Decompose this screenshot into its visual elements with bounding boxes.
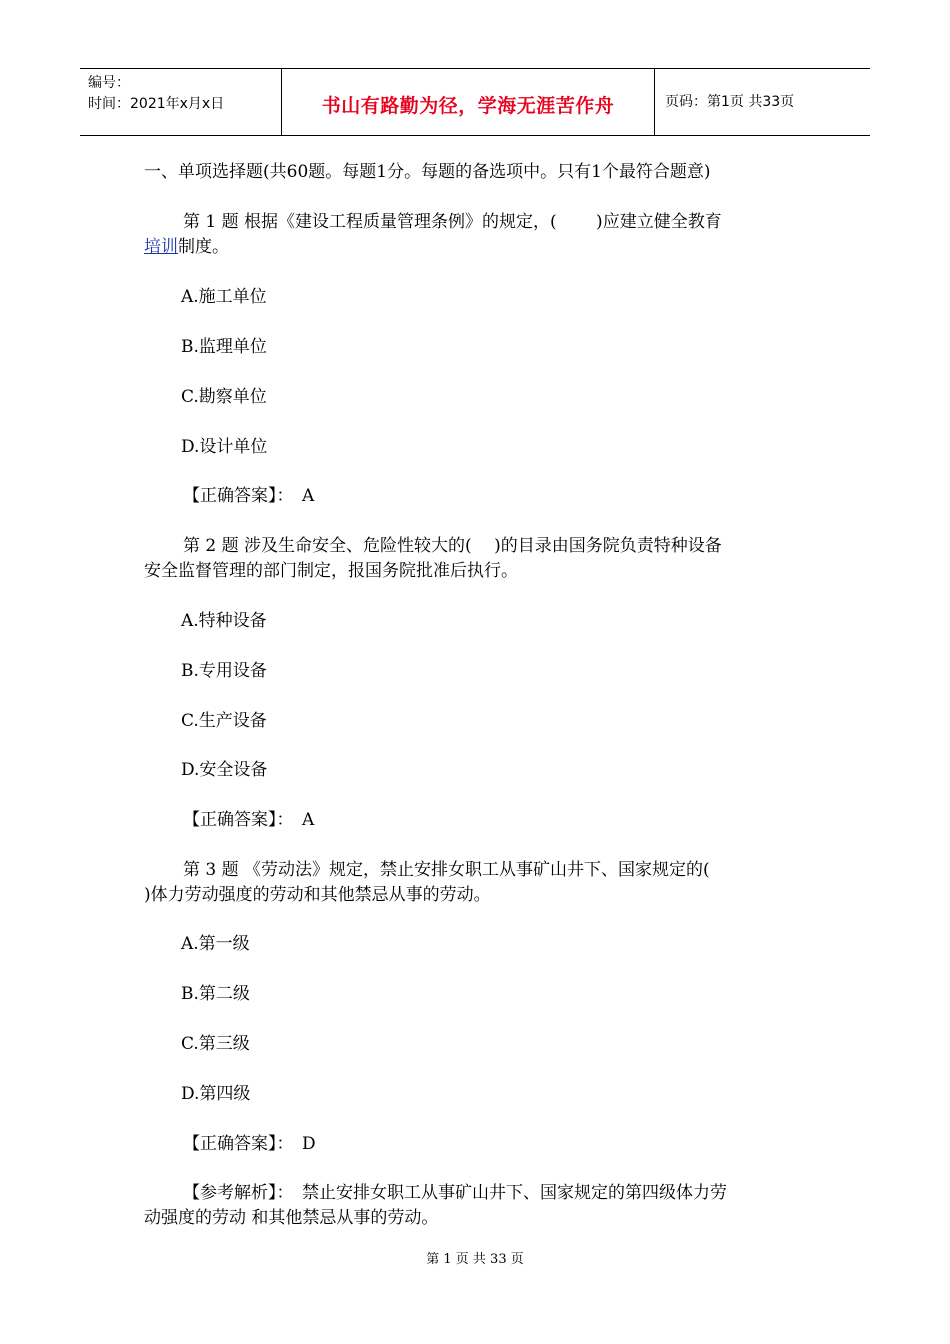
question-1-stem-line2 xyxy=(144,235,229,259)
question-2-option-c: C.生产设备 xyxy=(181,711,267,731)
question-2-answer: 【正确答案】： A xyxy=(183,810,315,830)
question-1-option-d: D.设计单位 xyxy=(181,437,268,457)
question-1-option-b: B.监理单位 xyxy=(181,337,267,357)
question-3-analysis-line2: 动强度的劳动 和其他禁忌从事的劳动。 xyxy=(144,1208,439,1228)
question-1-stem-rest: 制度。 xyxy=(178,237,229,257)
question-2-option-d: D.安全设备 xyxy=(181,760,268,780)
question-3-stem-line1: 第 3 题 《劳动法》规定，禁止安排女职工从事矿山井下、国家规定的( xyxy=(183,860,710,880)
time-label: 时间：2021年x月x日 xyxy=(88,96,225,112)
question-3-option-a: A.第一级 xyxy=(181,934,250,954)
question-1-option-a: A.施工单位 xyxy=(181,287,267,307)
question-3-analysis-line1: 【参考解析】： 禁止安排女职工从事矿山井下、国家规定的第四级体力劳 xyxy=(183,1183,727,1203)
slogan: 书山有路勤为径，学海无涯苦作舟 xyxy=(321,95,615,117)
header-middle-cell xyxy=(281,69,655,135)
question-2-stem-line1: 第 2 题 涉及生命安全、危险性较大的( )的目录由国务院负责特种设备 xyxy=(183,536,722,556)
section-title: 一、单项选择题(共60题。每题1分。每题的备选项中。只有1个最符合题意) xyxy=(144,162,711,182)
training-link[interactable]: 培训 xyxy=(144,237,178,257)
question-3-option-b: B.第二级 xyxy=(181,984,250,1004)
page-info: 页码：第1页 共33页 xyxy=(665,94,795,110)
page-footer: 第 1 页 共 33 页 xyxy=(426,1252,524,1267)
header-left-cell xyxy=(80,69,281,135)
question-3-stem-line2: )体力劳动强度的劳动和其他禁忌从事的劳动。 xyxy=(144,885,491,905)
question-1-stem-line1: 第 1 题 根据《建设工程质量管理条例》的规定，( )应建立健全教育 xyxy=(183,212,722,232)
document-header xyxy=(80,68,870,136)
question-2-stem-line2: 安全监督管理的部门制定，报国务院批准后执行。 xyxy=(144,561,518,581)
number-label: 编号： xyxy=(88,75,130,91)
question-3-option-c: C.第三级 xyxy=(181,1034,250,1054)
question-2-option-b: B.专用设备 xyxy=(181,661,267,681)
question-1-answer: 【正确答案】： A xyxy=(183,486,315,506)
question-2-option-a: A.特种设备 xyxy=(181,611,267,631)
question-3-answer: 【正确答案】： D xyxy=(183,1134,316,1154)
question-3-option-d: D.第四级 xyxy=(181,1084,251,1104)
question-1-option-c: C.勘察单位 xyxy=(181,387,267,407)
